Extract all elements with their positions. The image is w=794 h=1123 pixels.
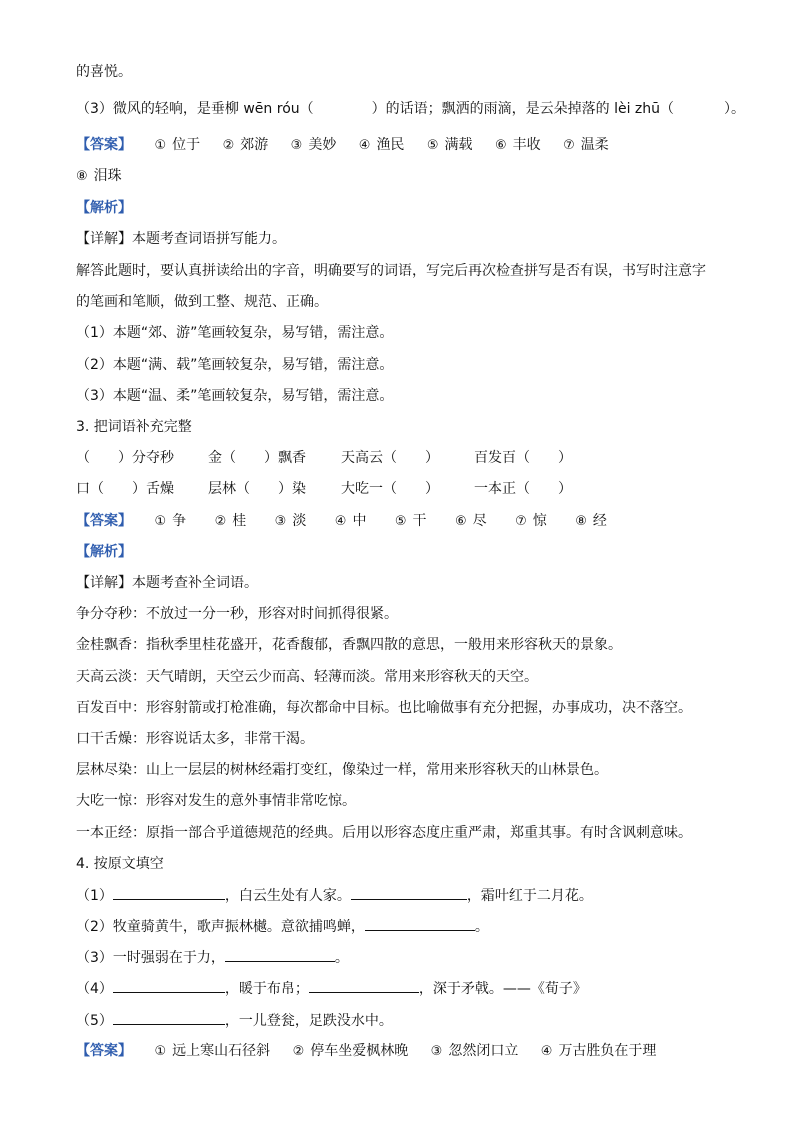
answer-number: ⑥ xyxy=(495,138,507,153)
explanation-line: 大吃一惊：形容对发生的意外事情非常吃惊。 xyxy=(76,793,356,809)
answer-number: ④ xyxy=(540,1044,553,1059)
analysis-tag: 【解析】 xyxy=(76,544,132,560)
text-segment: ，一儿登瓮，足跌没水中。 xyxy=(224,1013,393,1029)
answer-tag: 【答案】 xyxy=(76,513,132,529)
answer-line-1 xyxy=(76,135,627,157)
fill-blank-4 xyxy=(76,978,587,1000)
answer-blank xyxy=(225,947,335,962)
answer-number: ② xyxy=(292,1044,305,1059)
fill-blank-2 xyxy=(76,916,489,938)
answer-item xyxy=(455,511,487,532)
answer-number: ④ xyxy=(334,514,347,529)
text-segment: ）。 xyxy=(724,101,746,117)
answer-item xyxy=(154,135,200,156)
answer-text: 满载 xyxy=(444,137,473,153)
answer-item xyxy=(575,511,607,532)
text-segment: （3）一时强弱在于力， xyxy=(76,950,225,966)
answer-text: 渔民 xyxy=(376,137,405,153)
answer-number: ② xyxy=(222,138,235,153)
answer-number: ① xyxy=(154,138,167,153)
word-item: 金（ ）飘香 xyxy=(208,450,306,466)
answer-blank xyxy=(351,885,467,900)
answer-text: 美妙 xyxy=(308,137,337,153)
word-item: 天高云（ ） xyxy=(341,450,439,466)
text-segment: （4） xyxy=(76,981,113,997)
answer-text: 干 xyxy=(412,513,427,529)
question-3-fill xyxy=(76,99,745,121)
analysis-tag: 【解析】 xyxy=(76,200,132,216)
word-item: 层林（ ）染 xyxy=(208,481,306,497)
explanation-line: （2）本题“满、载”笔画较复杂，易写错，需注意。 xyxy=(76,357,394,373)
fill-blank-5 xyxy=(76,1010,393,1032)
explanation-line: 层林尽染：山上一层层的树林经霜打变红，像染过一样，常用来形容秋天的山林景色。 xyxy=(76,762,608,778)
explanation-line: 金桂飘香：指秋季里桂花盛开，花香馥郁，香飘四散的意思，一般用来形容秋天的景象。 xyxy=(76,637,622,653)
answer-text: 经 xyxy=(592,513,607,529)
answer-tag: 【答案】 xyxy=(76,1043,132,1059)
answer-item xyxy=(154,1041,270,1062)
answer-number: ⑦ xyxy=(563,138,575,153)
text-segment: ，暖于布帛； xyxy=(224,981,309,997)
answer-item xyxy=(335,511,367,532)
answer-number: ⑤ xyxy=(394,514,407,529)
answer-number: ⑤ xyxy=(426,138,439,153)
text-segment: ，白云生处有人家。 xyxy=(224,888,351,904)
answer-text: 位于 xyxy=(172,137,201,153)
answer-number: ① xyxy=(154,514,167,529)
answer-text: 淡 xyxy=(292,513,307,529)
text-line: 的喜悦。 xyxy=(76,64,132,80)
answer-item xyxy=(359,135,405,156)
detail-heading: 【详解】本题考查词语拼写能力。 xyxy=(76,231,286,247)
answer-item xyxy=(431,1041,519,1062)
text-segment: （1） xyxy=(76,888,113,904)
explanation-line: 百发百中：形容射箭或打枪准确，每次都命中目标。也比喻做事有充分把握，办事成功，决不落空。 xyxy=(76,700,692,716)
answer-number: ⑧ xyxy=(575,514,587,529)
explanation-line: 天高云淡：天气晴朗，天空云少而高、轻薄而淡。常用来形容秋天的天空。 xyxy=(76,669,538,685)
answer-text: 停车坐爱枫林晚 xyxy=(310,1043,409,1059)
answer-number: ③ xyxy=(290,138,303,153)
detail-heading: 【详解】本题考查补全词语。 xyxy=(76,575,258,591)
answer-item xyxy=(495,135,541,156)
answer-item xyxy=(427,135,473,156)
answer-item xyxy=(291,135,337,156)
explanation-line: （3）本题“温、柔”笔画较复杂，易写错，需注意。 xyxy=(76,388,394,404)
explanation-line: 解答此题时，要认真拼读给出的字音，明确要写的词语，写完后再次检查拼写是否有误，书写时注意字 xyxy=(76,263,706,279)
explanation-line: （1）本题“郊、游”笔画较复杂，易写错，需注意。 xyxy=(76,325,394,341)
answer-item xyxy=(395,511,427,532)
word-item: 百发百（ ） xyxy=(474,450,572,466)
answer-line-2 xyxy=(76,511,625,533)
answer-number: ⑧ xyxy=(76,169,88,184)
answer-tag: 【答案】 xyxy=(76,137,132,153)
answer-text: 中 xyxy=(352,513,367,529)
answer-blank xyxy=(113,1010,225,1025)
text-segment: （3）微风的轻响，是垂柳 wēn róu（ xyxy=(76,101,314,117)
answer-number: ⑥ xyxy=(455,514,467,529)
answer-text: 丰收 xyxy=(512,137,541,153)
explanation-line: 一本正经：原指一部合乎道德规范的经典。后用以形容态度庄重严肃，郑重其事。有时含讽刺意味。 xyxy=(76,825,692,841)
answer-text: 远上寒山石径斜 xyxy=(172,1043,271,1059)
fill-blank-1 xyxy=(76,885,593,907)
answer-text: 郊游 xyxy=(240,137,269,153)
answer-number: ⑦ xyxy=(515,514,527,529)
answer-text: 万古胜负在于理 xyxy=(558,1043,657,1059)
word-row-2 xyxy=(76,479,572,501)
text-segment: 。 xyxy=(334,950,349,966)
answer-line-3 xyxy=(76,1041,656,1063)
answer-item xyxy=(215,511,247,532)
answer-blank xyxy=(113,978,225,993)
word-row-1 xyxy=(76,448,572,470)
answer-text: 温柔 xyxy=(580,137,609,153)
text-segment: （2）牧童骑黄牛，歌声振林樾。意欲捕鸣蝉， xyxy=(76,919,365,935)
answer-item xyxy=(515,511,547,532)
answer-text: 惊 xyxy=(532,513,547,529)
answer-blank xyxy=(113,885,225,900)
answer-number: ④ xyxy=(358,138,371,153)
answer-text: 桂 xyxy=(232,513,247,529)
answer-text: 争 xyxy=(172,513,187,529)
fill-blank-3 xyxy=(76,947,349,969)
question-3-title: 3. 把词语补充完整 xyxy=(76,419,192,435)
word-item: （ ）分夺秒 xyxy=(76,450,174,466)
answer-line-1-cont xyxy=(76,166,122,188)
answer-text: 泪珠 xyxy=(93,168,122,184)
answer-item xyxy=(275,511,307,532)
answer-number: ① xyxy=(154,1044,167,1059)
text-segment: ，深于矛戟。——《荀子》 xyxy=(418,981,587,997)
answer-text: 尽 xyxy=(472,513,487,529)
answer-blank xyxy=(365,916,475,931)
answer-item xyxy=(541,1041,657,1062)
answer-text: 忽然闭口立 xyxy=(448,1043,519,1059)
answer-blank xyxy=(309,978,419,993)
word-item: 一本正（ ） xyxy=(474,481,572,497)
text-segment: ，霜叶红于二月花。 xyxy=(466,888,593,904)
explanation-line: 口干舌燥：形容说话太多，非常干渴。 xyxy=(76,731,314,747)
explanation-line: 的笔画和笔顺，做到工整、规范、正确。 xyxy=(76,294,328,310)
answer-item xyxy=(563,135,609,156)
answer-number: ② xyxy=(214,514,227,529)
text-segment: 。 xyxy=(474,919,489,935)
word-item: 口（ ）舌燥 xyxy=(76,481,174,497)
question-4-title: 4. 按原文填空 xyxy=(76,856,164,872)
answer-item xyxy=(154,511,186,532)
text-segment: （5） xyxy=(76,1013,113,1029)
answer-item xyxy=(223,135,269,156)
explanation-line: 争分夺秒：不放过一分一秒，形容对时间抓得很紧。 xyxy=(76,606,398,622)
answer-number: ③ xyxy=(274,514,287,529)
text-segment: ）的话语；飘洒的雨滴，是云朵掉落的 lèi zhū（ xyxy=(371,101,675,117)
answer-number: ③ xyxy=(430,1044,443,1059)
answer-item xyxy=(293,1041,409,1062)
word-item: 大吃一（ ） xyxy=(341,481,439,497)
